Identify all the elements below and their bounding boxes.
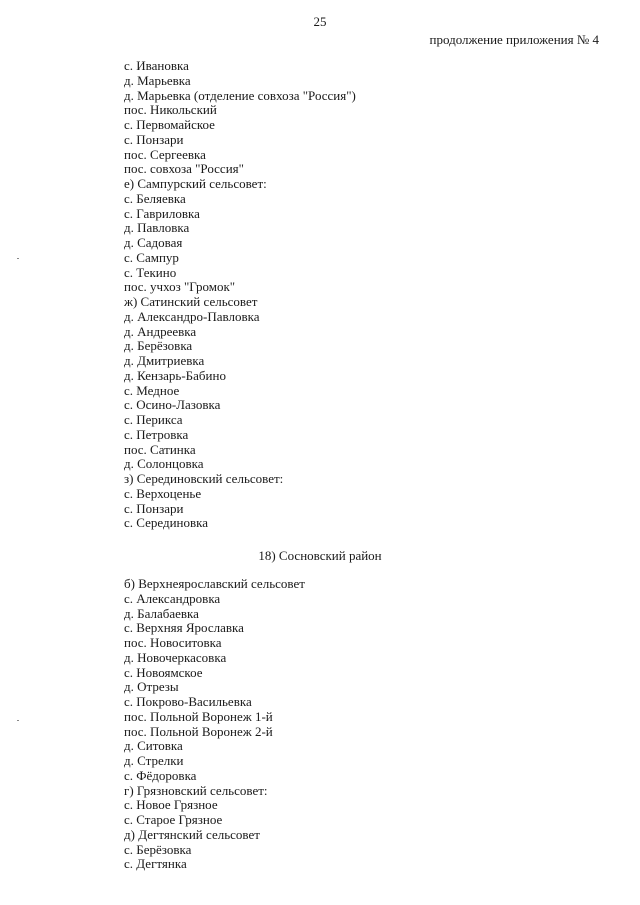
list-item: пос. Польной Воронеж 2-й xyxy=(124,723,273,739)
list-item: с. Сампур xyxy=(124,249,179,265)
list-item: д. Кензарь-Бабино xyxy=(124,367,226,383)
list-item: пос. Сатинка xyxy=(124,441,196,457)
list-item: д. Андреевка xyxy=(124,323,197,339)
list-item: с. Фёдоровка xyxy=(124,767,197,783)
list-item: с. Верхоценье xyxy=(124,485,202,501)
list-item: д. Садовая xyxy=(124,235,183,250)
list-item: с. Осино-Лазовка xyxy=(124,397,221,413)
list-item: пос. совхоза "Россия" xyxy=(124,161,244,177)
list-item: с. Верхняя Ярославка xyxy=(124,620,244,636)
list-item: д. Стрелки xyxy=(124,753,184,768)
list-item: д. Ситовка xyxy=(124,738,183,754)
list-item: д. Александро-Павловка xyxy=(124,308,260,324)
list-item: с. Медное xyxy=(124,382,180,398)
section-heading: 18) Сосновский район xyxy=(258,548,382,563)
list-item: с. Новое Грязное xyxy=(124,797,218,813)
list-item: с. Ивановка xyxy=(124,58,189,73)
list-item: пос. Новоситовка xyxy=(124,635,222,650)
list-item: с. Серединовка xyxy=(124,515,209,531)
list-item: с. Текино xyxy=(124,264,177,280)
list-item: б) Верхнеярославский сельсовет xyxy=(124,576,305,591)
list-item: д) Дегтянский сельсовет xyxy=(124,826,260,842)
settlement-list-part-2 xyxy=(124,577,305,872)
list-item: пос. Сергеевка xyxy=(124,146,206,162)
list-item: з) Серединовский сельсовет: xyxy=(124,471,284,486)
list-item: д. Берёзовка xyxy=(124,338,193,354)
list-item: с. Дегтянка xyxy=(124,856,187,872)
list-item: г) Грязновский сельсовет: xyxy=(124,782,268,798)
list-item: д. Солонцовка xyxy=(124,456,204,472)
list-item: с. Беляевка xyxy=(124,190,186,206)
scan-artifact-dot xyxy=(17,258,19,259)
list-item: д. Балабаевка xyxy=(124,605,199,621)
list-item: пос. Никольский xyxy=(124,102,217,118)
page-number: 25 xyxy=(313,14,327,29)
list-item: с. Александровка xyxy=(124,590,221,606)
list-item: д. Марьевка (отделение совхоза "Россия") xyxy=(124,87,356,103)
list-item: с. Петровка xyxy=(124,426,189,442)
list-item: д. Марьевка xyxy=(124,72,191,88)
list-item: д. Отрезы xyxy=(124,679,179,695)
list-item: д. Дмитриевка xyxy=(124,353,205,368)
list-item: пос. учхоз "Громок" xyxy=(124,279,236,295)
scan-artifact-dot xyxy=(17,720,19,721)
list-item: е) Сампурский сельсовет: xyxy=(124,176,267,191)
list-item: с. Понзари xyxy=(124,500,184,516)
list-item: д. Новочеркасовка xyxy=(124,649,227,665)
list-item: с. Покрово-Васильевка xyxy=(124,694,252,709)
annex-continuation-note: продолжение приложения № 4 xyxy=(429,32,599,47)
list-item: с. Новоямское xyxy=(124,664,203,680)
list-item: д. Павловка xyxy=(124,220,190,236)
list-item: с. Первомайское xyxy=(124,117,215,132)
list-item: с. Перикса xyxy=(124,412,183,427)
list-item: пос. Польной Воронеж 1-й xyxy=(124,708,273,724)
list-item: с. Гавриловка xyxy=(124,205,200,221)
list-item: с. Старое Грязное xyxy=(124,812,223,827)
list-item: с. Берёзовка xyxy=(124,841,192,857)
list-item: ж) Сатинский сельсовет xyxy=(124,294,258,309)
list-item: с. Понзари xyxy=(124,131,184,147)
settlement-list-part-1 xyxy=(124,59,356,531)
